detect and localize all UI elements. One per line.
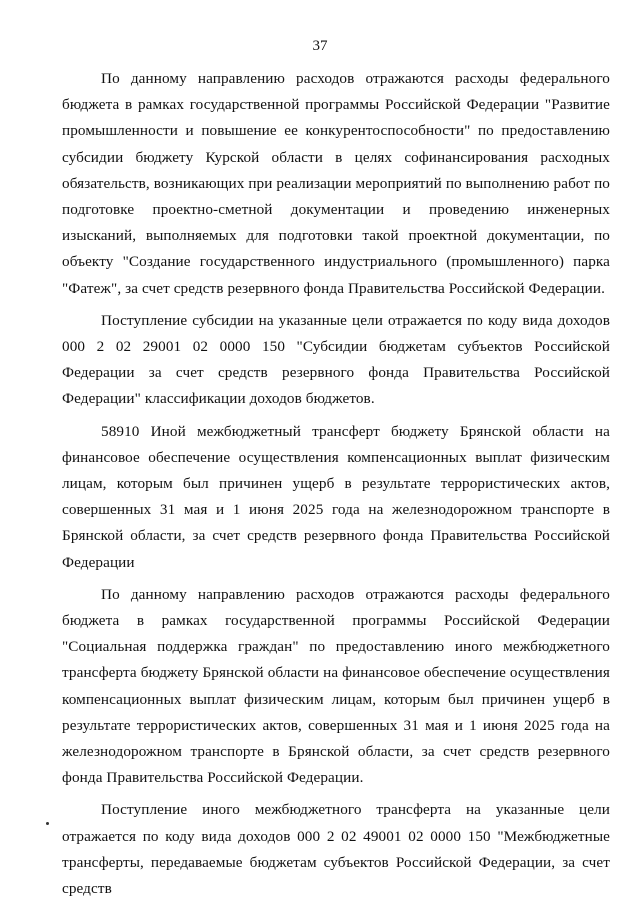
document-body	[62, 66, 610, 902]
paragraph-4: По данному направлению расходов отражаются расходы федерального бюджета в рамках государственной программы Российской Федерации "Социальная поддержка граждан" по предоставлению иного межбюджетного трансферта бюджету Брянской области на финансовое обеспечение осуществления компенсационных выплат физическим лицам, которым был причинен ущерб в результате террористических актов, совершенных 31 мая и 1 июня 2025 года на железнодорожном транспорте в Брянской области, за счет средств резервного фонда Правительства Российской Федерации.	[62, 585, 610, 787]
paragraph-2: Поступление субсидии на указанные цели отражается по коду вида доходов 000 2 02 29001 02 0000 150 "Субсидии бюджетам субъектов Российской Федерации за счет средств резервного фонда Правительства Российской Федерации" классификации доходов бюджетов.	[62, 311, 610, 408]
paragraph-1: По данному направлению расходов отражаются расходы федерального бюджета в рамках государственной программы Российской Федерации "Развитие промышленности и повышение ее конкурентоспособности" по предоставлению субсидии бюджету Курской области в целях софинансирования расходных обязательств, возникающих при реализации мероприятий по выполнению работ по подготовке проектно-сметной документации и проведению инженерных изысканий, выполняемых для подготовки такой проектной документации, по объекту "Создание государственного индустриального (промышленного) парка "Фатеж", за счет средств резервного фонда Правительства Российской Федерации.	[62, 70, 610, 297]
page-number: 37	[312, 38, 328, 54]
paragraph-3: 58910 Иной межбюджетный трансферт бюджету Брянской области на финансовое обеспечение осуществления компенсационных выплат физическим лицам, которым был причинен ущерб в результате террористических актов, совершенных 31 мая и 1 июня 2025 года на железнодорожном транспорте в Брянской области, за счет средств резервного фонда Правительства Российской Федерации	[62, 422, 610, 571]
paragraph-5: Поступление иного межбюджетного трансферта на указанные цели отражается по коду вида доходов 000 2 02 49001 02 0000 150 "Межбюджетные трансферты, передаваемые бюджетам субъектов Российской Федерации, за счет средств	[62, 801, 610, 898]
margin-dot-mark	[46, 822, 49, 825]
